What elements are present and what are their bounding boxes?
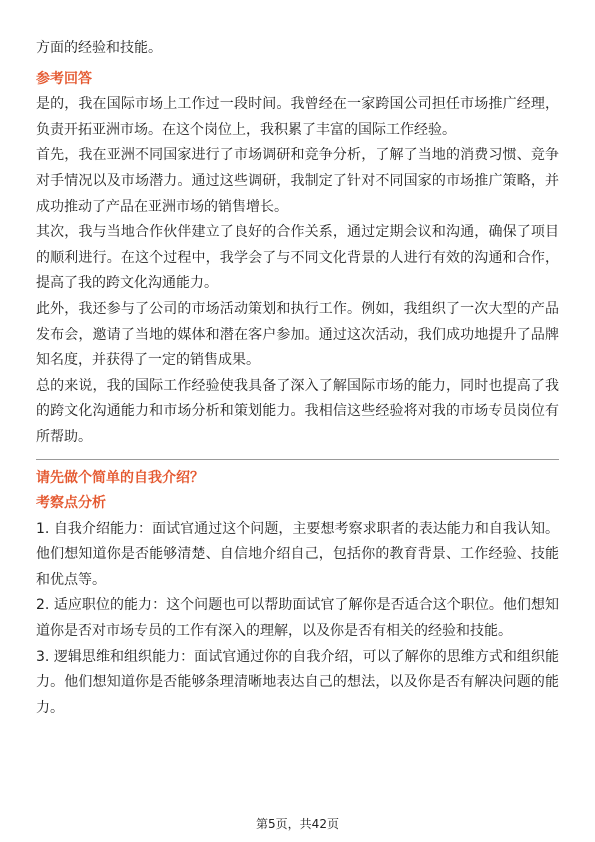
question-title: 请先做个简单的自我介绍？: [36, 469, 204, 486]
analysis-point-3: 3. 逻辑思维和组织能力：面试官通过你的自我介绍，可以了解你的思维方式和组织能力。他们想知道你是否能够条理清晰地表达自己的想法，以及你是否有解决问题的能力。: [36, 648, 559, 716]
answer-heading: 参考回答: [36, 70, 92, 87]
analysis-point-2: 2. 适应职位的能力：这个问题也可以帮助面试官了解你是否适合这个职位。他们想知道你是否对市场专员的工作有深入的理解，以及你是否有相关的经验和技能。: [36, 597, 559, 640]
analysis-heading: 考察点分析: [36, 495, 106, 512]
intro-tail-text: 方面的经验和技能。: [36, 40, 162, 56]
answer-paragraph-4: 此外，我还参与了公司的市场活动策划和执行工作。例如，我组织了一次大型的产品发布会，邀请了当地的媒体和潜在客户参加。通过这次活动，我们成功地提升了品牌知名度，并获得了一定的销售成果。: [36, 300, 559, 369]
page-number: 第5页，共42页: [256, 817, 339, 831]
section-divider: [36, 459, 559, 460]
analysis-point-1: 1. 自我介绍能力：面试官通过这个问题，主要想考察求职者的表达能力和自我认知。他们想知道你是否能够清楚、自信地介绍自己，包括你的教育背景、工作经验、技能和优点等。: [36, 520, 559, 588]
answer-paragraph-2: 首先，我在亚洲不同国家进行了市场调研和竞争分析，了解了当地的消费习惯、竞争对手情况以及市场潜力。通过这些调研，我制定了针对不同国家的市场推广策略，并成功推动了产品在亚洲市场的销售增长。: [36, 147, 559, 215]
answer-paragraph-3: 其次，我与当地合作伙伴建立了良好的合作关系，通过定期会议和沟通，确保了项目的顺利进行。在这个过程中，我学会了与不同文化背景的人进行有效的沟通和合作，提高了我的跨文化沟通能力。: [36, 224, 559, 292]
page-content: [36, 36, 559, 721]
answer-paragraph-1: 是的，我在国际市场上工作过一段时间。我曾经在一家跨国公司担任市场推广经理，负责开拓亚洲市场。在这个岗位上，我积累了丰富的国际工作经验。: [36, 96, 559, 138]
answer-paragraph-5: 总的来说，我的国际工作经验使我具备了深入了解国际市场的能力，同时也提高了我的跨文化沟通能力和市场分析和策划能力。我相信这些经验将对我的市场专员岗位有所帮助。: [36, 377, 559, 445]
